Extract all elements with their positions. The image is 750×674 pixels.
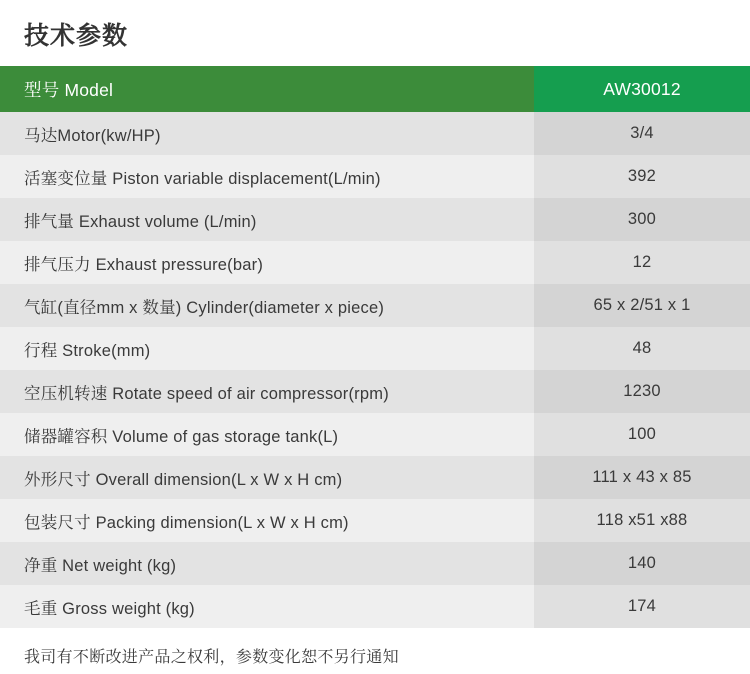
row-value: 111 x 43 x 85: [534, 456, 750, 499]
table-row: [0, 112, 750, 155]
footnote: 我司有不断改进产品之权利，参数变化恕不另行通知: [24, 649, 399, 666]
row-label: 净重 Net weight (kg): [0, 542, 534, 585]
row-value: 118 x51 x88: [534, 499, 750, 542]
row-value: 392: [534, 155, 750, 198]
row-value: 174: [534, 585, 750, 628]
row-value: 1230: [534, 370, 750, 413]
row-label: 行程 Stroke(mm): [0, 327, 534, 370]
row-value: 48: [534, 327, 750, 370]
table-header-row: [0, 66, 750, 112]
row-label: 排气量 Exhaust volume (L/min): [0, 198, 534, 241]
specifications-table: [0, 66, 750, 628]
row-label: 活塞变位量 Piston variable displacement(L/min): [0, 155, 534, 198]
table-row: [0, 499, 750, 542]
header-cell-model-label: 型号 Model: [0, 66, 534, 112]
row-value: 65 x 2/51 x 1: [534, 284, 750, 327]
row-label: 空压机转速 Rotate speed of air compressor(rpm): [0, 370, 534, 413]
table-row: [0, 370, 750, 413]
row-label: 毛重 Gross weight (kg): [0, 585, 534, 628]
row-label: 外形尺寸 Overall dimension(L x W x H cm): [0, 456, 534, 499]
table-row: [0, 585, 750, 628]
page-title: 技术参数: [24, 22, 129, 50]
table-row: [0, 241, 750, 284]
table-body: [0, 66, 750, 628]
row-label: 储器罐容积 Volume of gas storage tank(L): [0, 413, 534, 456]
table-row: [0, 155, 750, 198]
row-label: 马达Motor(kw/HP): [0, 112, 534, 155]
row-value: 300: [534, 198, 750, 241]
table-row: [0, 542, 750, 585]
row-value: 12: [534, 241, 750, 284]
row-value: 100: [534, 413, 750, 456]
row-label: 排气压力 Exhaust pressure(bar): [0, 241, 534, 284]
row-value: 3/4: [534, 112, 750, 155]
table-row: [0, 456, 750, 499]
row-value: 140: [534, 542, 750, 585]
row-label: 包装尺寸 Packing dimension(L x W x H cm): [0, 499, 534, 542]
table-row: [0, 413, 750, 456]
header-cell-model-value: AW30012: [534, 66, 750, 112]
table-row: [0, 198, 750, 241]
table-row: [0, 284, 750, 327]
table-row: [0, 327, 750, 370]
row-label: 气缸(直径mm x 数量) Cylinder(diameter x piece): [0, 284, 534, 327]
